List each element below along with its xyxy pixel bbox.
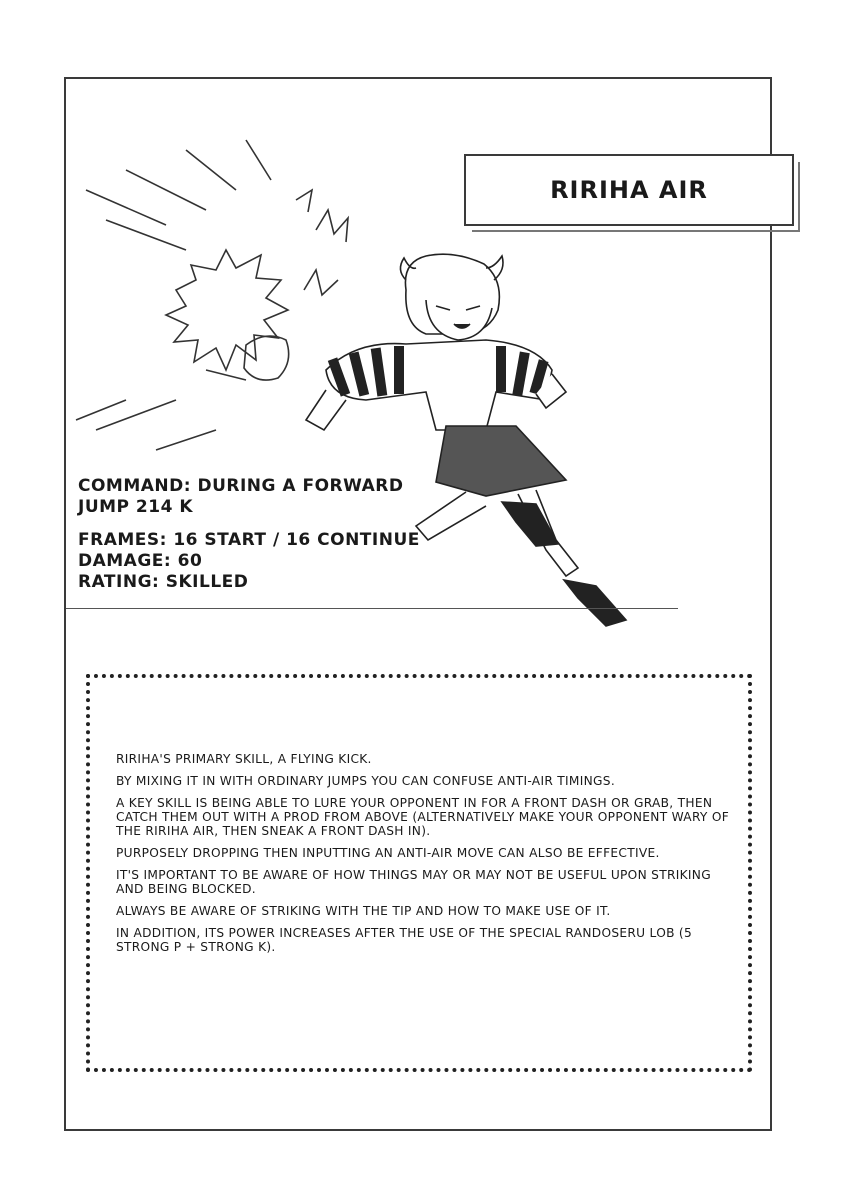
stats-gap [78,518,438,530]
note-paragraph: PURPOSELY DROPPING THEN INPUTTING AN ANTI-AIR MOVE CAN ALSO BE EFFECTIVE. [116,846,660,860]
frames-stat: FRAMES: 16 START / 16 CONTINUE [78,530,420,550]
damage-stat: DAMAGE: 60 [78,551,203,571]
command-line-1: COMMAND: DURING A FORWARD [78,476,404,496]
note-paragraph: RIRIHA'S PRIMARY SKILL, A FLYING KICK. [116,752,372,766]
note-paragraph: IT'S IMPORTANT TO BE AWARE OF HOW THINGS MAY OR MAY NOT BE USEFUL UPON STRIKING AND BEING BLOCKED. [116,868,711,896]
note-paragraph: BY MIXING IT IN WITH ORDINARY JUMPS YOU CAN CONFUSE ANTI-AIR TIMINGS. [116,774,615,788]
note-paragraph: A KEY SKILL IS BEING ABLE TO LURE YOUR OPPONENT IN FOR A FRONT DASH OR GRAB, THEN CATCH THEM OUT WITH A PROD FROM ABOVE (ALTERNATIVELY MAKE YOUR OPPONENT WARY OF THE RIRIHA AIR, THEN SNEAK A FRONT DASH IN). [116,796,730,838]
command-line-2: JUMP 214 K [78,497,194,517]
note-paragraph: IN ADDITION, ITS POWER INCREASES AFTER THE USE OF THE SPECIAL RANDOSERU LOB (5 STRONG P + STRONG K). [116,926,693,954]
rating-stat: RATING: SKILLED [78,572,249,592]
section-divider [66,608,678,609]
move-stats [78,476,438,593]
move-notes [116,752,736,962]
note-paragraph: ALWAYS BE AWARE OF STRIKING WITH THE TIP AND HOW TO MAKE USE OF IT. [116,904,611,918]
impact-burst [76,140,348,450]
move-title: RIRIHA AIR [464,154,794,226]
